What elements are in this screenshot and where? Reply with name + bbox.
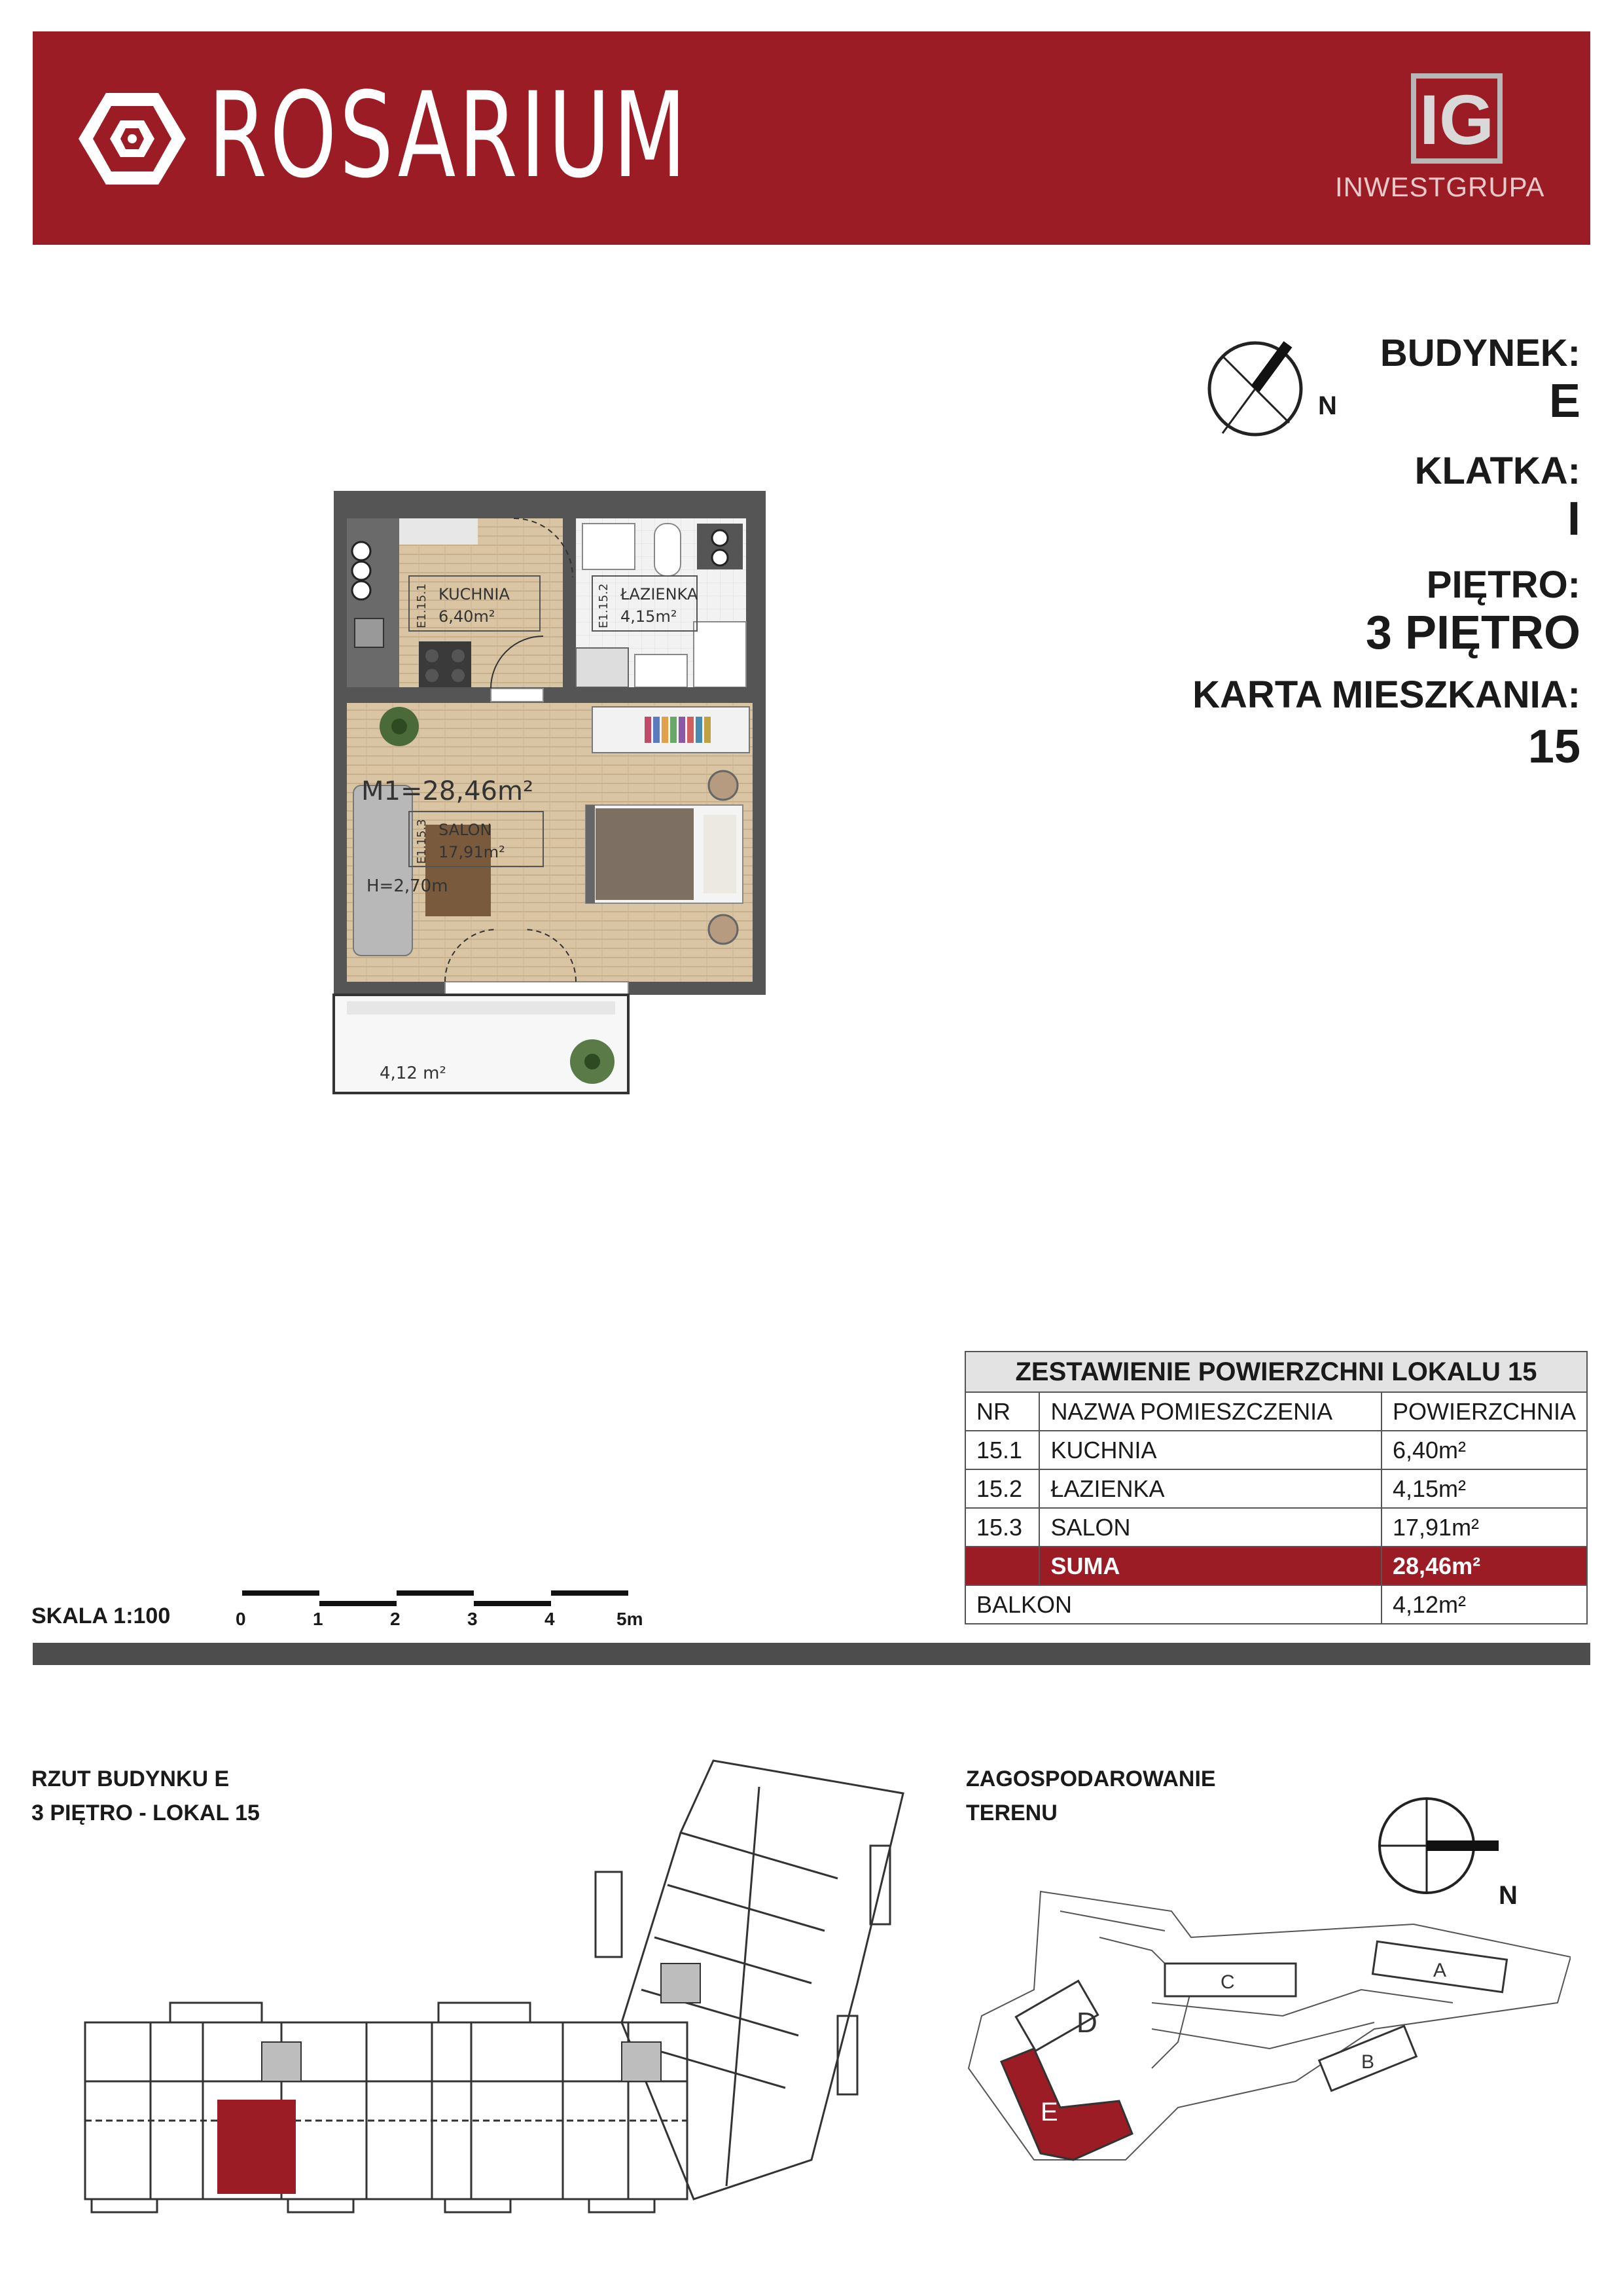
kitchen-code: E1.15.1 [415, 583, 429, 628]
compass-north-label: N [1318, 391, 1337, 420]
living-room-area: 17,91m² [438, 843, 505, 861]
kitchen-area: 6,40m² [438, 607, 495, 626]
developer-name: INWESTGRUPA [1335, 171, 1545, 202]
header-nr: NR [965, 1392, 1039, 1431]
living-room-label: SALON [438, 821, 492, 839]
scale-tick: 2 [390, 1609, 401, 1629]
site-label-d: D [1077, 2007, 1097, 2039]
section-divider [33, 1643, 1590, 1665]
row-area: 17,91m² [1382, 1508, 1587, 1547]
site-building-e [1001, 2049, 1132, 2160]
site-label-e: E [1041, 2098, 1058, 2126]
row-nr: 15.3 [965, 1508, 1039, 1547]
highlighted-unit [217, 2100, 296, 2194]
balcony-label: BALKON [965, 1585, 1382, 1624]
living-room-code: E1.15.3 [415, 819, 429, 864]
floor-value: 3 PIĘTRO [1365, 607, 1580, 659]
room-height-text: H=2,70m [366, 876, 448, 896]
brand-name: ROSARIUM [208, 67, 689, 204]
scale-tick: 5m [616, 1609, 643, 1629]
row-area: 6,40m² [1382, 1431, 1587, 1469]
balcony-area-text: 4,12 m² [380, 1064, 446, 1083]
apartment-card-label: KARTA MIESZKANIA: [1192, 673, 1580, 716]
sum-area: 28,46m² [1382, 1547, 1587, 1585]
sum-row [965, 1547, 1587, 1585]
table-row [965, 1508, 1587, 1547]
scale-tick: 0 [236, 1609, 246, 1629]
header-area: POWIERZCHNIA [1382, 1392, 1587, 1431]
building-value: E [1548, 375, 1580, 427]
balcony-area: 4,12m² [1382, 1585, 1587, 1624]
bathroom-area: 4,15m² [620, 607, 677, 626]
bathroom-code: E1.15.2 [597, 583, 611, 628]
site-plan-title-line1: ZAGOSPODAROWANIE [966, 1767, 1216, 1791]
scale-bar [242, 1590, 635, 1609]
cooktop [419, 641, 471, 687]
row-nr: 15.2 [965, 1469, 1039, 1508]
row-area: 4,15m² [1382, 1469, 1587, 1508]
building-plan-title-line2: 3 PIĘTRO - LOKAL 15 [31, 1801, 260, 1825]
building-floor-plan [52, 1715, 942, 2225]
stairwell [262, 2042, 301, 2081]
site-plan [955, 1872, 1571, 2186]
row-name: ŁAZIENKA [1039, 1469, 1382, 1508]
scale-tick: 4 [544, 1609, 555, 1629]
row-name: KUCHNIA [1039, 1431, 1382, 1469]
site-label-b: B [1361, 2051, 1375, 2073]
site-north-label: N [1499, 1881, 1518, 1910]
kitchen-label: KUCHNIA [438, 585, 510, 603]
inwestgrupa-logo-icon [1411, 73, 1503, 164]
row-nr: 15.1 [965, 1431, 1039, 1469]
area-summary-table [965, 1351, 1588, 1624]
building-plan-title-line1: RZUT BUDYNKU E [31, 1767, 230, 1791]
apartment-floor-plan [327, 491, 772, 1100]
compass-north-icon [1204, 338, 1322, 449]
staircase-label: KLATKA: [1414, 450, 1580, 492]
row-name: SALON [1039, 1508, 1382, 1547]
floor-label: PIĘTRO: [1426, 564, 1580, 606]
rosarium-logo-icon [73, 86, 191, 191]
table-header-row [965, 1392, 1587, 1431]
bathroom-label: ŁAZIENKA [620, 585, 698, 603]
scale-label: SKALA 1:100 [31, 1604, 171, 1628]
developer-monogram: IG [1419, 80, 1495, 159]
site-label-a: A [1433, 1960, 1447, 1981]
apartment-card-value: 15 [1527, 721, 1580, 773]
staircase-value: I [1567, 493, 1580, 545]
scale-tick: 3 [467, 1609, 478, 1629]
scale-tick: 1 [313, 1609, 323, 1629]
header-room-name: NAZWA POMIESZCZENIA [1039, 1392, 1382, 1431]
stairwell [661, 1964, 700, 2003]
site-label-c: C [1221, 1971, 1235, 1993]
balcony-row [965, 1585, 1587, 1624]
building-label: BUDYNEK: [1380, 332, 1580, 374]
table-row [965, 1431, 1587, 1469]
table-row [965, 1469, 1587, 1508]
stairwell [622, 2042, 661, 2081]
sofa [353, 785, 412, 956]
table-title: ZESTAWIENIE POWIERZCHNI LOKALU 15 [965, 1352, 1587, 1392]
total-area-text: M1=28,46m² [361, 776, 533, 806]
sum-label: SUMA [1039, 1547, 1382, 1585]
site-plan-title-line2: TERENU [966, 1801, 1058, 1825]
